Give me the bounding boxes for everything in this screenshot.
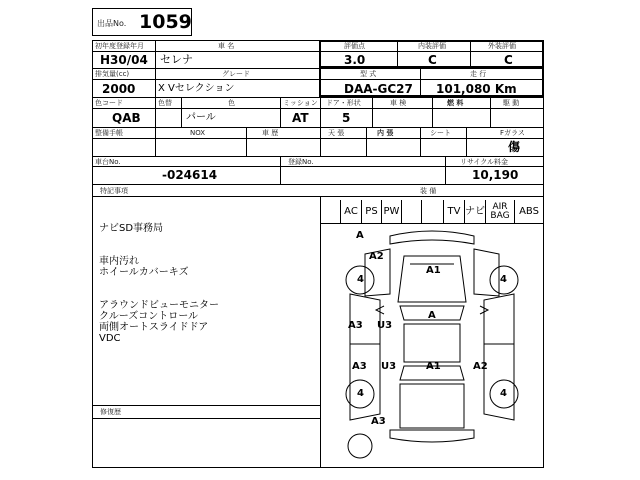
exterior-value: C [504, 53, 513, 67]
equip-airbag: AIR BAG [486, 200, 515, 223]
damage-left-front-door-inner: U3 [377, 320, 393, 331]
color-header: 色 [228, 99, 235, 107]
model-header: 車 名 [218, 42, 235, 50]
displacement-header: 排気量(cc) [95, 70, 130, 78]
color-change-header: 色替 [158, 99, 172, 107]
damage-rear-gate: A1 [426, 361, 441, 372]
damage-front-right-tire: 4 [500, 274, 507, 285]
color-value: パール [186, 112, 216, 123]
damage-left-front-door: A3 [348, 320, 363, 331]
damage-roof: A [428, 310, 436, 321]
damage-left-slide-door-inner: U3 [381, 361, 397, 372]
score-header: 評価点 [344, 42, 365, 50]
mileage-header: 走 行 [470, 70, 487, 78]
damage-right-quarter: A2 [473, 361, 488, 372]
damage-left-slide-door: A3 [352, 361, 367, 372]
interior-trim-header: 内 張 [377, 129, 394, 137]
remarks-line [99, 289, 219, 300]
equip-slot-blank [320, 200, 341, 223]
type-header: 型 式 [360, 70, 377, 78]
color-code-header: 色コード [95, 99, 123, 107]
glass-header: Fガラス [500, 129, 525, 137]
transmission-value: AT [292, 111, 309, 125]
lot-box [92, 8, 192, 36]
chassis-header: 車台No. [95, 158, 121, 166]
recycle-header: リサイクル料金 [460, 158, 509, 166]
type-value: DAA-GC27 [344, 82, 413, 96]
equip-ac: AC [341, 200, 362, 223]
remarks-line: VDC [99, 333, 121, 344]
remarks-line [99, 245, 219, 256]
car-diagram [320, 224, 544, 467]
interior-header: 内装評価 [418, 42, 446, 50]
displacement-value: 2000 [102, 82, 136, 96]
lot-label: 出品No. [97, 19, 127, 28]
remarks-line [99, 278, 219, 289]
remarks-line: アラウンドビューモニター [99, 300, 219, 311]
inspection-header: 車 検 [390, 99, 407, 107]
score-value: 3.0 [344, 53, 366, 67]
grade-value: X Vセレクション [158, 83, 235, 94]
history-header: 車 歴 [262, 129, 279, 137]
remarks-line [99, 234, 219, 245]
remarks-line: クルーズコントロール [99, 311, 198, 322]
damage-front-left-fender: A2 [369, 251, 384, 262]
damage-hood: A1 [426, 265, 441, 276]
doors-value: 5 [342, 111, 351, 125]
drive-header: 駆 動 [503, 99, 520, 107]
remarks-line: 車内汚れ [99, 256, 139, 267]
chassis-value: -024614 [162, 168, 218, 182]
year-header: 初年度登録年月 [95, 42, 144, 50]
equipment-header: 装 備 [420, 187, 437, 195]
year-value: H30/04 [100, 53, 148, 67]
damage-front-left-tire: 4 [357, 274, 364, 285]
transmission-header: ミッション [283, 99, 318, 107]
mileage-value: 101,080 Km [436, 82, 517, 96]
equip-ps: PS [362, 200, 382, 223]
damage-rear-bumper: A3 [371, 416, 386, 427]
fuel-header: 燃 料 [447, 99, 464, 107]
model-value: セレナ [160, 53, 193, 66]
equip-slot-5 [422, 200, 444, 223]
recycle-value: 10,190 [472, 168, 519, 182]
interior-value: C [428, 53, 437, 67]
doors-header: ドア・形状 [326, 99, 361, 107]
remarks-line: ホイールカバーキズ [99, 267, 189, 278]
damage-rear-left-tire: 4 [357, 388, 364, 399]
seat-header: シート [430, 129, 451, 137]
maintenance-header: 整備手帳 [95, 129, 123, 137]
lot-number: 1059 [139, 11, 192, 33]
grade-header: グレード [222, 70, 250, 78]
equip-pw: PW [382, 200, 402, 223]
color-code-value: QAB [112, 111, 141, 125]
equip-slot-4 [402, 200, 422, 223]
damage-front-bumper: A [356, 230, 364, 241]
repair-header: 修復歴 [100, 408, 121, 416]
remarks-header: 特記事項 [100, 187, 128, 195]
equip-abs: ABS [519, 206, 539, 217]
remarks-line: ナビSD事務局 [99, 223, 164, 234]
glass-value: 傷 [508, 140, 521, 154]
remarks-lines [99, 223, 219, 344]
exterior-header: 外装評価 [488, 42, 516, 50]
roof-header: 天 張 [328, 129, 345, 137]
equip-navi: ナビ [465, 200, 486, 223]
damage-rear-right-tire: 4 [500, 388, 507, 399]
registration-header: 登録No. [288, 158, 314, 166]
equip-tv: TV [444, 200, 465, 223]
nox-header: NOX [190, 129, 206, 137]
remarks-line: 両側オートスライドドア [99, 322, 209, 333]
